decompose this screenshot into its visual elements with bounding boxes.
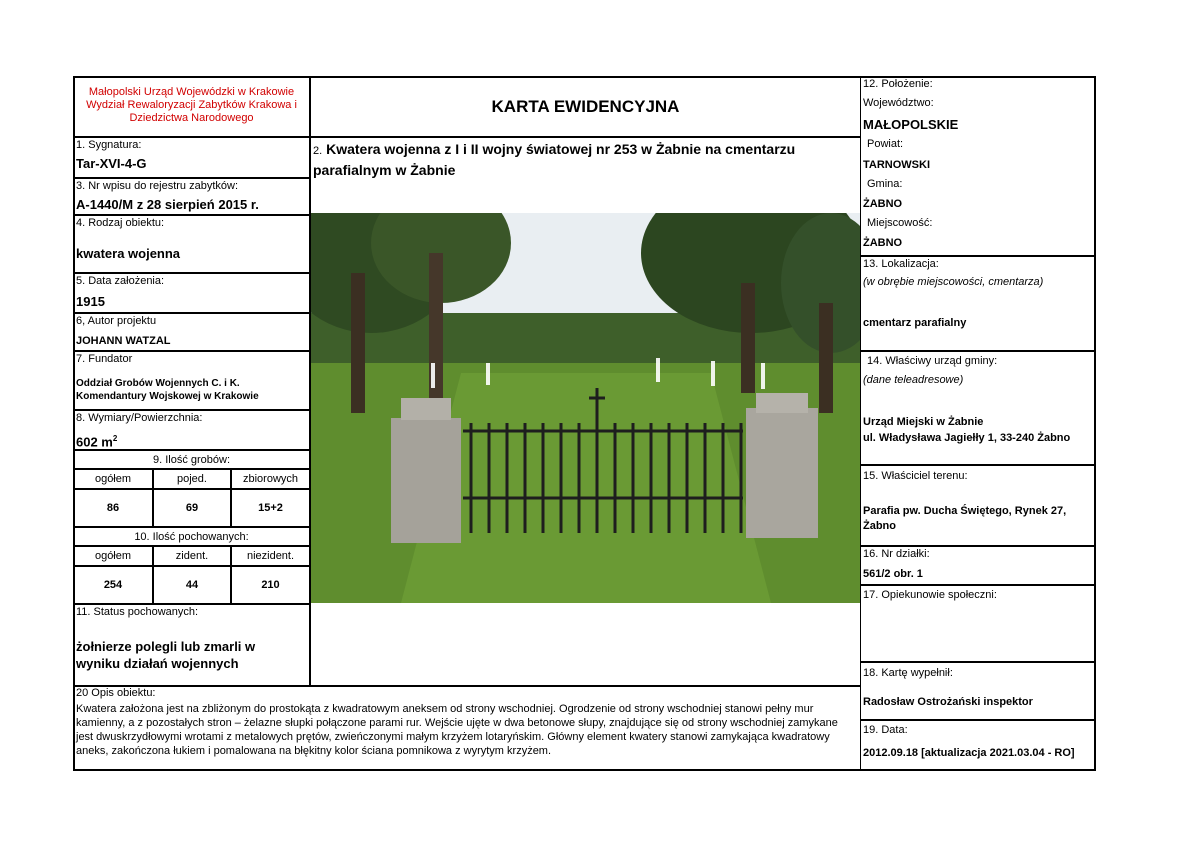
dimensions-value: 602 $m^2$ — [76, 434, 118, 450]
buried-value-unidentified: 210 — [231, 566, 310, 604]
dimensions-label: 8. Wymiary/Powierzchnia: — [76, 412, 203, 424]
description-text: Kwatera założona jest na zbliżonym do prostokąta z kwadratowym aneksem od strony wschodniej. Ogrodzenie od strony wschodniej stanowi pełny mur kamienny, a z pozostałych stron – żelazne słupki połączone parami rur. Wejście ujęte w dwa betonowe słupy, znajdujące się od strony wschodniej zamykane jest dwuskrzydłowymi wrotami z metalowych prętów, zwieńczonymi małym krzyżem lotaryńskim. Główny element kwatery stanowi zamykająca kwadratowy aneks, zakończona łukiem i pomalowana na błękitny kolor ściana pomnikowa z wyrytym krzyżem. — [76, 703, 838, 757]
buried-value-total: 254 — [73, 566, 153, 604]
graves-value-single: 69 — [153, 489, 231, 527]
office-header — [73, 76, 310, 137]
localization-cell — [860, 256, 1096, 351]
founder-cell — [73, 351, 310, 410]
land-owner-cell — [860, 465, 1096, 546]
author-label: 6, Autor projektu — [76, 315, 157, 327]
plot-value: 561/2 obr. 1 — [863, 568, 923, 580]
town-label: Miejscowość: — [867, 217, 933, 229]
filled-by-value: Radosław Ostrożański inspektor — [863, 696, 1033, 708]
municipal-office-label: 14. Właściwy urząd gminy: — [867, 355, 998, 367]
dimensions-cell — [73, 410, 310, 450]
object-type-value: kwatera wojenna — [76, 246, 181, 261]
graves-header-total: ogółem — [73, 469, 153, 489]
founded-cell — [73, 273, 310, 313]
commune-value: ŻABNO — [863, 198, 903, 210]
voivodeship-value: MAŁOPOLSKIE — [863, 117, 959, 132]
graves-header-single: pojed. — [153, 469, 231, 489]
land-owner-label: 15. Właściciel terenu: — [863, 470, 968, 482]
plot-label: 16. Nr działki: — [863, 548, 930, 560]
municipal-office-cell — [860, 351, 1096, 465]
founder-label: 7. Fundator — [76, 353, 133, 365]
object-type-cell — [73, 215, 310, 273]
register-label: 3. Nr wpisu do rejestru zabytków: — [76, 180, 239, 192]
object-name-number: 2. — [313, 145, 323, 157]
county-value: TARNOWSKI — [863, 159, 931, 171]
date-cell — [860, 720, 1096, 771]
buried-header-total: ogółem — [73, 546, 153, 566]
filled-by-cell — [860, 662, 1096, 720]
location-label: 12. Położenie: — [863, 78, 933, 90]
commune-label: Gmina: — [867, 178, 903, 190]
buried-header-identified: zident. — [153, 546, 231, 566]
land-owner-value: Parafia pw. Ducha Świętego, Rynek 27, Żabno — [863, 505, 1067, 532]
plot-cell — [860, 546, 1096, 585]
page-title: KARTA EWIDENCYJNA — [491, 97, 680, 116]
guardians-cell — [860, 585, 1096, 662]
founded-label: 5. Data założenia: — [76, 275, 165, 287]
location-cell — [860, 76, 1096, 256]
buried-count-header: 10. Ilość pochowanych: — [73, 527, 310, 546]
voivodeship-label: Województwo: — [863, 97, 934, 109]
municipal-office-name: Urząd Miejski w Żabnie — [863, 416, 984, 428]
description-cell — [73, 686, 861, 771]
signature-cell — [73, 137, 310, 178]
status-value: żołnierze polegli lub zmarli w wyniku działań wojennych — [76, 639, 256, 671]
cemetery-photo — [311, 213, 860, 603]
register-cell — [73, 178, 310, 215]
date-value: 2012.09.18 [aktualizacja 2021.03.04 - RO] — [863, 747, 1075, 759]
founder-value: Oddział Grobów Wojennych C. i K. Komendantury Wojskowej w Krakowie — [76, 378, 259, 402]
object-name-value: Kwatera wojenna z I i II wojny światowej nr 253 w Żabnie na cmentarzu parafialnym w Żabnie — [313, 141, 796, 178]
founded-value: 1915 — [76, 294, 105, 309]
localization-hint: (w obrębie miejscowości, cmentarza) — [863, 276, 1044, 288]
buried-header-unidentified: niezident. — [231, 546, 310, 566]
guardians-label: 17. Opiekunowie społeczni: — [863, 589, 997, 601]
office-name: Małopolski Urząd Wojewódzki w Krakowie Wydział Rewaloryzacji Zabytków Krakowa i Dziedzictwa Narodowego — [86, 86, 297, 124]
graves-header-mass: zbiorowych — [231, 469, 310, 489]
county-label: Powiat: — [867, 138, 904, 150]
localization-label: 13. Lokalizacja: — [863, 258, 939, 270]
object-type-label: 4. Rodzaj obiektu: — [76, 217, 165, 229]
author-cell — [73, 313, 310, 351]
status-cell — [73, 604, 310, 686]
register-value: A-1440/M z 28 sierpień 2015 r. — [76, 197, 259, 212]
status-label: 11. Status pochowanych: — [76, 606, 199, 618]
localization-value: cmentarz parafialny — [863, 317, 967, 329]
signature-value: Tar-XVI-4-G — [76, 156, 147, 171]
signature-label: 1. Sygnatura: — [76, 139, 142, 151]
buried-value-identified: 44 — [153, 566, 231, 604]
town-value: ŻABNO — [863, 237, 903, 249]
graves-count-header: 9. Ilość grobów: — [73, 450, 310, 469]
municipal-office-address: ul. Władysława Jagiełły 1, 33-240 Żabno — [863, 432, 1071, 444]
title-cell — [310, 76, 861, 137]
object-name-cell — [310, 137, 861, 215]
date-label: 19. Data: — [863, 724, 908, 736]
description-label: 20 Opis obiektu: — [76, 687, 156, 699]
author-value: JOHANN WATZAL — [76, 335, 171, 347]
filled-by-label: 18. Kartę wypełnił: — [863, 667, 953, 679]
graves-value-mass: 15+2 — [231, 489, 310, 527]
municipal-office-hint: (dane teleadresowe) — [863, 374, 964, 386]
graves-value-total: 86 — [73, 489, 153, 527]
